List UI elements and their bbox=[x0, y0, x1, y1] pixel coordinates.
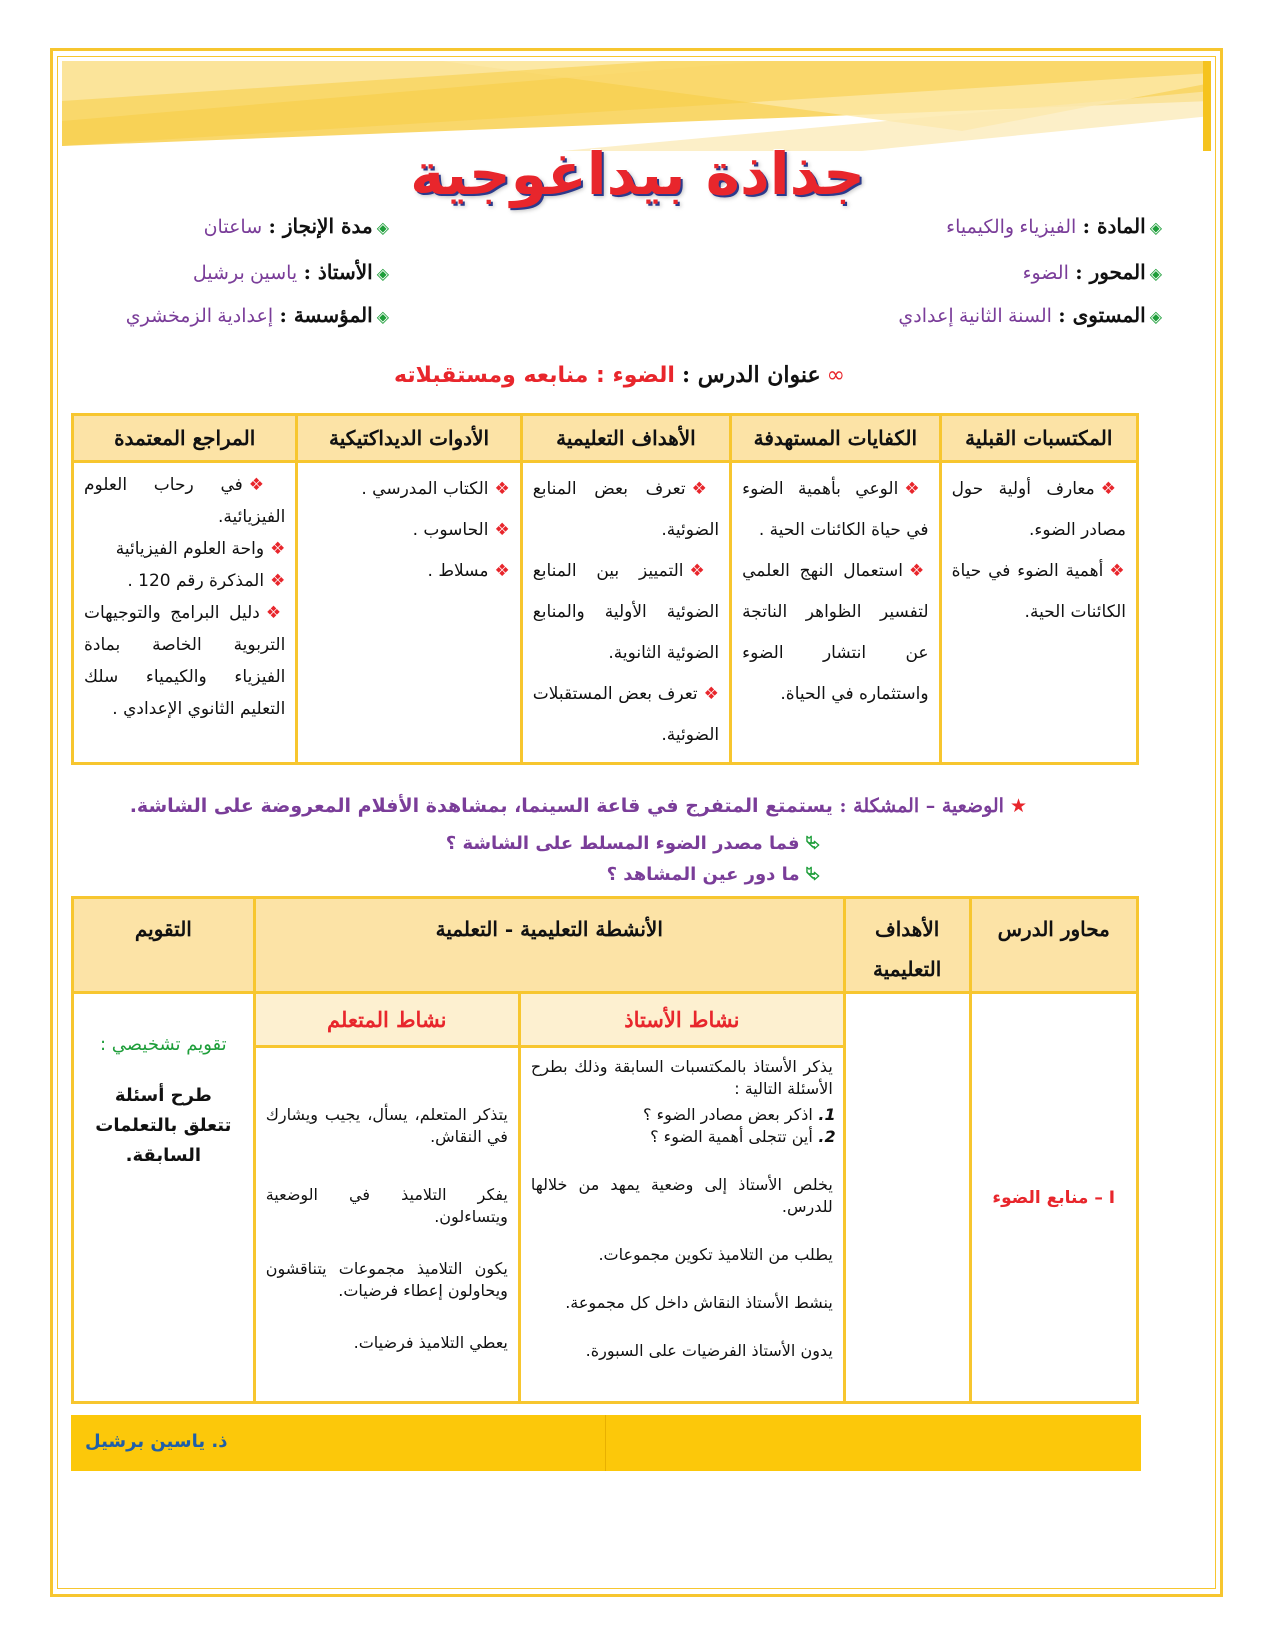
bullet-icon: ❖ bbox=[494, 561, 510, 581]
school-value: إعدادية الزمخشري bbox=[125, 306, 274, 327]
footer-bar bbox=[71, 1415, 1141, 1471]
evaluation-type: تقويم تشخيصي : bbox=[100, 1034, 227, 1055]
header-objectives: الأهداف التعليمية bbox=[844, 898, 970, 993]
diamond-icon: ◈ bbox=[376, 307, 389, 326]
teacher-text: يدون الأستاذ الفرضيات على السبورة. bbox=[585, 1341, 833, 1360]
cell-objectives bbox=[521, 462, 730, 764]
level-label: المستوى : bbox=[1058, 303, 1146, 327]
header-activities: الأنشطة التعليمية - التعلمية bbox=[254, 898, 844, 993]
page-title: جذاذة بيداغوجية bbox=[410, 140, 865, 208]
list-item: ❖تعرف بعض المستقبلات الضوئية. bbox=[532, 684, 720, 745]
cell-references bbox=[73, 462, 297, 764]
info-level bbox=[898, 303, 1162, 328]
diamond-icon: ◈ bbox=[1149, 264, 1162, 283]
bullet-icon: ❖ bbox=[691, 479, 720, 499]
teacher-text: يذكر الأستاذ بالمكتسبات السابقة وذلك بطرح الأسئلة التالية : bbox=[530, 1057, 833, 1098]
cell-tools bbox=[297, 462, 521, 764]
bullet-icon: ❖ bbox=[494, 520, 510, 540]
list-item: ❖واحة العلوم الفيزيائية bbox=[115, 539, 286, 559]
diamond-icon: ◈ bbox=[376, 218, 389, 237]
level-value: السنة الثانية إعدادي bbox=[898, 306, 1052, 327]
list-item: ❖تعرف بعض المنابع الضوئية. bbox=[532, 479, 720, 540]
header-prior-knowledge: المكتسبات القبلية bbox=[940, 415, 1137, 462]
teacher-label: الأستاذ : bbox=[303, 260, 373, 284]
list-item: ❖الكتاب المدرسي . bbox=[361, 479, 510, 499]
bullet-icon: ❖ bbox=[703, 684, 720, 704]
learner-text: يكون التلاميذ مجموعات يتناقشون ويحاولون إعطاء فرضيات. bbox=[265, 1259, 508, 1300]
list-item: ❖استعمال النهج العلمي لتفسير الظواهر الناتجة عن انتشار الضوء واستثماره في الحياة. bbox=[742, 561, 929, 704]
list-item: ❖دليل البرامج والتوجيهات التربوية الخاصة بمادة الفيزياء والكيمياء سلك التعليم الثانوي الإعدادي . bbox=[84, 603, 286, 719]
bullet-icon: ❖ bbox=[689, 561, 720, 581]
lesson-value: الضوء : منابعه ومستقبلاته bbox=[394, 363, 675, 388]
table-row bbox=[73, 993, 1138, 1047]
bullet-icon: ❖ bbox=[248, 475, 286, 495]
teacher-text: يخلص الأستاذ إلى وضعية يمهد من خلالها للدرس. bbox=[530, 1175, 833, 1216]
info-duration bbox=[204, 214, 389, 239]
header-axes: محاور الدرس bbox=[970, 898, 1137, 993]
learner-text: يعطي التلاميذ فرضيات. bbox=[353, 1333, 508, 1352]
learner-activity-header: نشاط المتعلم bbox=[254, 993, 519, 1047]
footer-author: ذ. ياسين برشيل bbox=[85, 1431, 228, 1452]
list-item: 2. أين تتجلى أهمية الضوء ؟ bbox=[531, 1126, 813, 1148]
arrow-icon: ⮱ bbox=[805, 864, 820, 885]
header-references: المراجع المعتمدة bbox=[73, 415, 297, 462]
bullet-icon: ❖ bbox=[904, 479, 929, 499]
problem-statement bbox=[130, 795, 1027, 817]
school-label: المؤسسة : bbox=[279, 303, 373, 327]
info-subject bbox=[946, 214, 1162, 239]
evaluation-text: طرح أسئلة تتعلق بالتعلمات السابقة. bbox=[95, 1085, 232, 1166]
header-evaluation: التقويم bbox=[73, 898, 255, 993]
bullet-icon: ❖ bbox=[270, 571, 286, 591]
table-header-row bbox=[73, 898, 1138, 993]
bullet-icon: ❖ bbox=[494, 479, 510, 499]
teacher-value: ياسين برشيل bbox=[192, 263, 298, 284]
axis-label: المحور : bbox=[1075, 260, 1146, 284]
teacher-activity-cell bbox=[519, 1047, 844, 1403]
problem-label: الوضعية – المشكلة : bbox=[839, 795, 1004, 817]
infinity-icon: ∞ bbox=[826, 363, 845, 388]
bullet-icon: ❖ bbox=[1100, 479, 1126, 499]
duration-value: ساعتان bbox=[203, 217, 263, 238]
teacher-text: ينشط الأستاذ النقاش داخل كل مجموعة. bbox=[565, 1293, 833, 1312]
bullet-icon: ❖ bbox=[1109, 561, 1126, 581]
diamond-icon: ◈ bbox=[1149, 307, 1162, 326]
bullet-icon: ❖ bbox=[270, 539, 286, 559]
activities-table bbox=[71, 896, 1139, 1404]
header-banner bbox=[62, 61, 1211, 151]
star-icon: ★ bbox=[1009, 795, 1027, 817]
list-item: 1. اذكر بعض مصادر الضوء ؟ bbox=[531, 1104, 813, 1126]
info-teacher bbox=[193, 260, 389, 285]
list-item: ❖الحاسوب . bbox=[412, 520, 510, 540]
diamond-icon: ◈ bbox=[1149, 218, 1162, 237]
list-item: ❖أهمية الضوء في حياة الكائنات الحية. bbox=[951, 561, 1126, 622]
learner-activity-cell bbox=[254, 1047, 519, 1403]
info-school bbox=[126, 303, 389, 328]
arrow-icon: ⮱ bbox=[805, 833, 820, 854]
footer-divider bbox=[605, 1415, 606, 1471]
header-tools: الأدوات الديداكتيكية bbox=[297, 415, 521, 462]
axis-light-sources: I – منابع الضوء bbox=[970, 993, 1137, 1403]
list-item: ❖المذكرة رقم 120 . bbox=[127, 571, 286, 591]
info-axis bbox=[1023, 260, 1162, 285]
list-item: ❖في رحاب العلوم الفيزيائية. bbox=[84, 475, 286, 527]
prerequisites-table bbox=[71, 413, 1139, 765]
cell-prior-knowledge bbox=[940, 462, 1137, 764]
subject-value: الفيزياء والكيمياء bbox=[946, 217, 1077, 238]
problem-text: يستمتع المتفرج في قاعة السينما، بمشاهدة الأفلام المعروضة على الشاشة. bbox=[129, 795, 833, 817]
lesson-title bbox=[394, 362, 845, 388]
list-item: ❖معارف أولية حول مصادر الضوء. bbox=[951, 479, 1126, 540]
teacher-activity-header: نشاط الأستاذ bbox=[519, 993, 844, 1047]
table-header-row bbox=[73, 415, 1138, 462]
diamond-icon: ◈ bbox=[376, 264, 389, 283]
learner-text: يتذكر المتعلم، يسأل، يجيب ويشارك في النقاش. bbox=[265, 1105, 508, 1146]
list-item: ❖مسلاط . bbox=[427, 561, 510, 581]
duration-label: مدة الإنجاز : bbox=[268, 214, 373, 238]
teacher-question-list bbox=[531, 1104, 833, 1148]
lesson-label: عنوان الدرس : bbox=[681, 362, 821, 388]
axis-value: الضوء bbox=[1022, 263, 1069, 284]
objectives-cell bbox=[844, 993, 970, 1403]
problem-question-2: ⮱ما دور عين المشاهد ؟ bbox=[606, 864, 820, 885]
list-item: ❖الوعي بأهمية الضوء في حياة الكائنات الحية . bbox=[742, 479, 929, 540]
bullet-icon: ❖ bbox=[908, 561, 929, 581]
evaluation-cell bbox=[73, 993, 255, 1403]
bullet-icon: ❖ bbox=[265, 603, 286, 623]
learner-text: يفكر التلاميذ في الوضعية ويتساءلون. bbox=[265, 1185, 508, 1226]
header-objectives: الأهداف التعليمية bbox=[521, 415, 730, 462]
header-competencies: الكفايات المستهدفة bbox=[731, 415, 940, 462]
cell-competencies bbox=[731, 462, 940, 764]
subject-label: المادة : bbox=[1082, 214, 1146, 238]
list-item: ❖التمييز بين المنابع الضوئية الأولية والمنابع الضوئية الثانوية. bbox=[532, 561, 720, 663]
table-row bbox=[73, 462, 1138, 764]
problem-question-1: ⮱فما مصدر الضوء المسلط على الشاشة ؟ bbox=[445, 833, 820, 854]
teacher-text: يطلب من التلاميذ تكوين مجموعات. bbox=[598, 1245, 833, 1264]
